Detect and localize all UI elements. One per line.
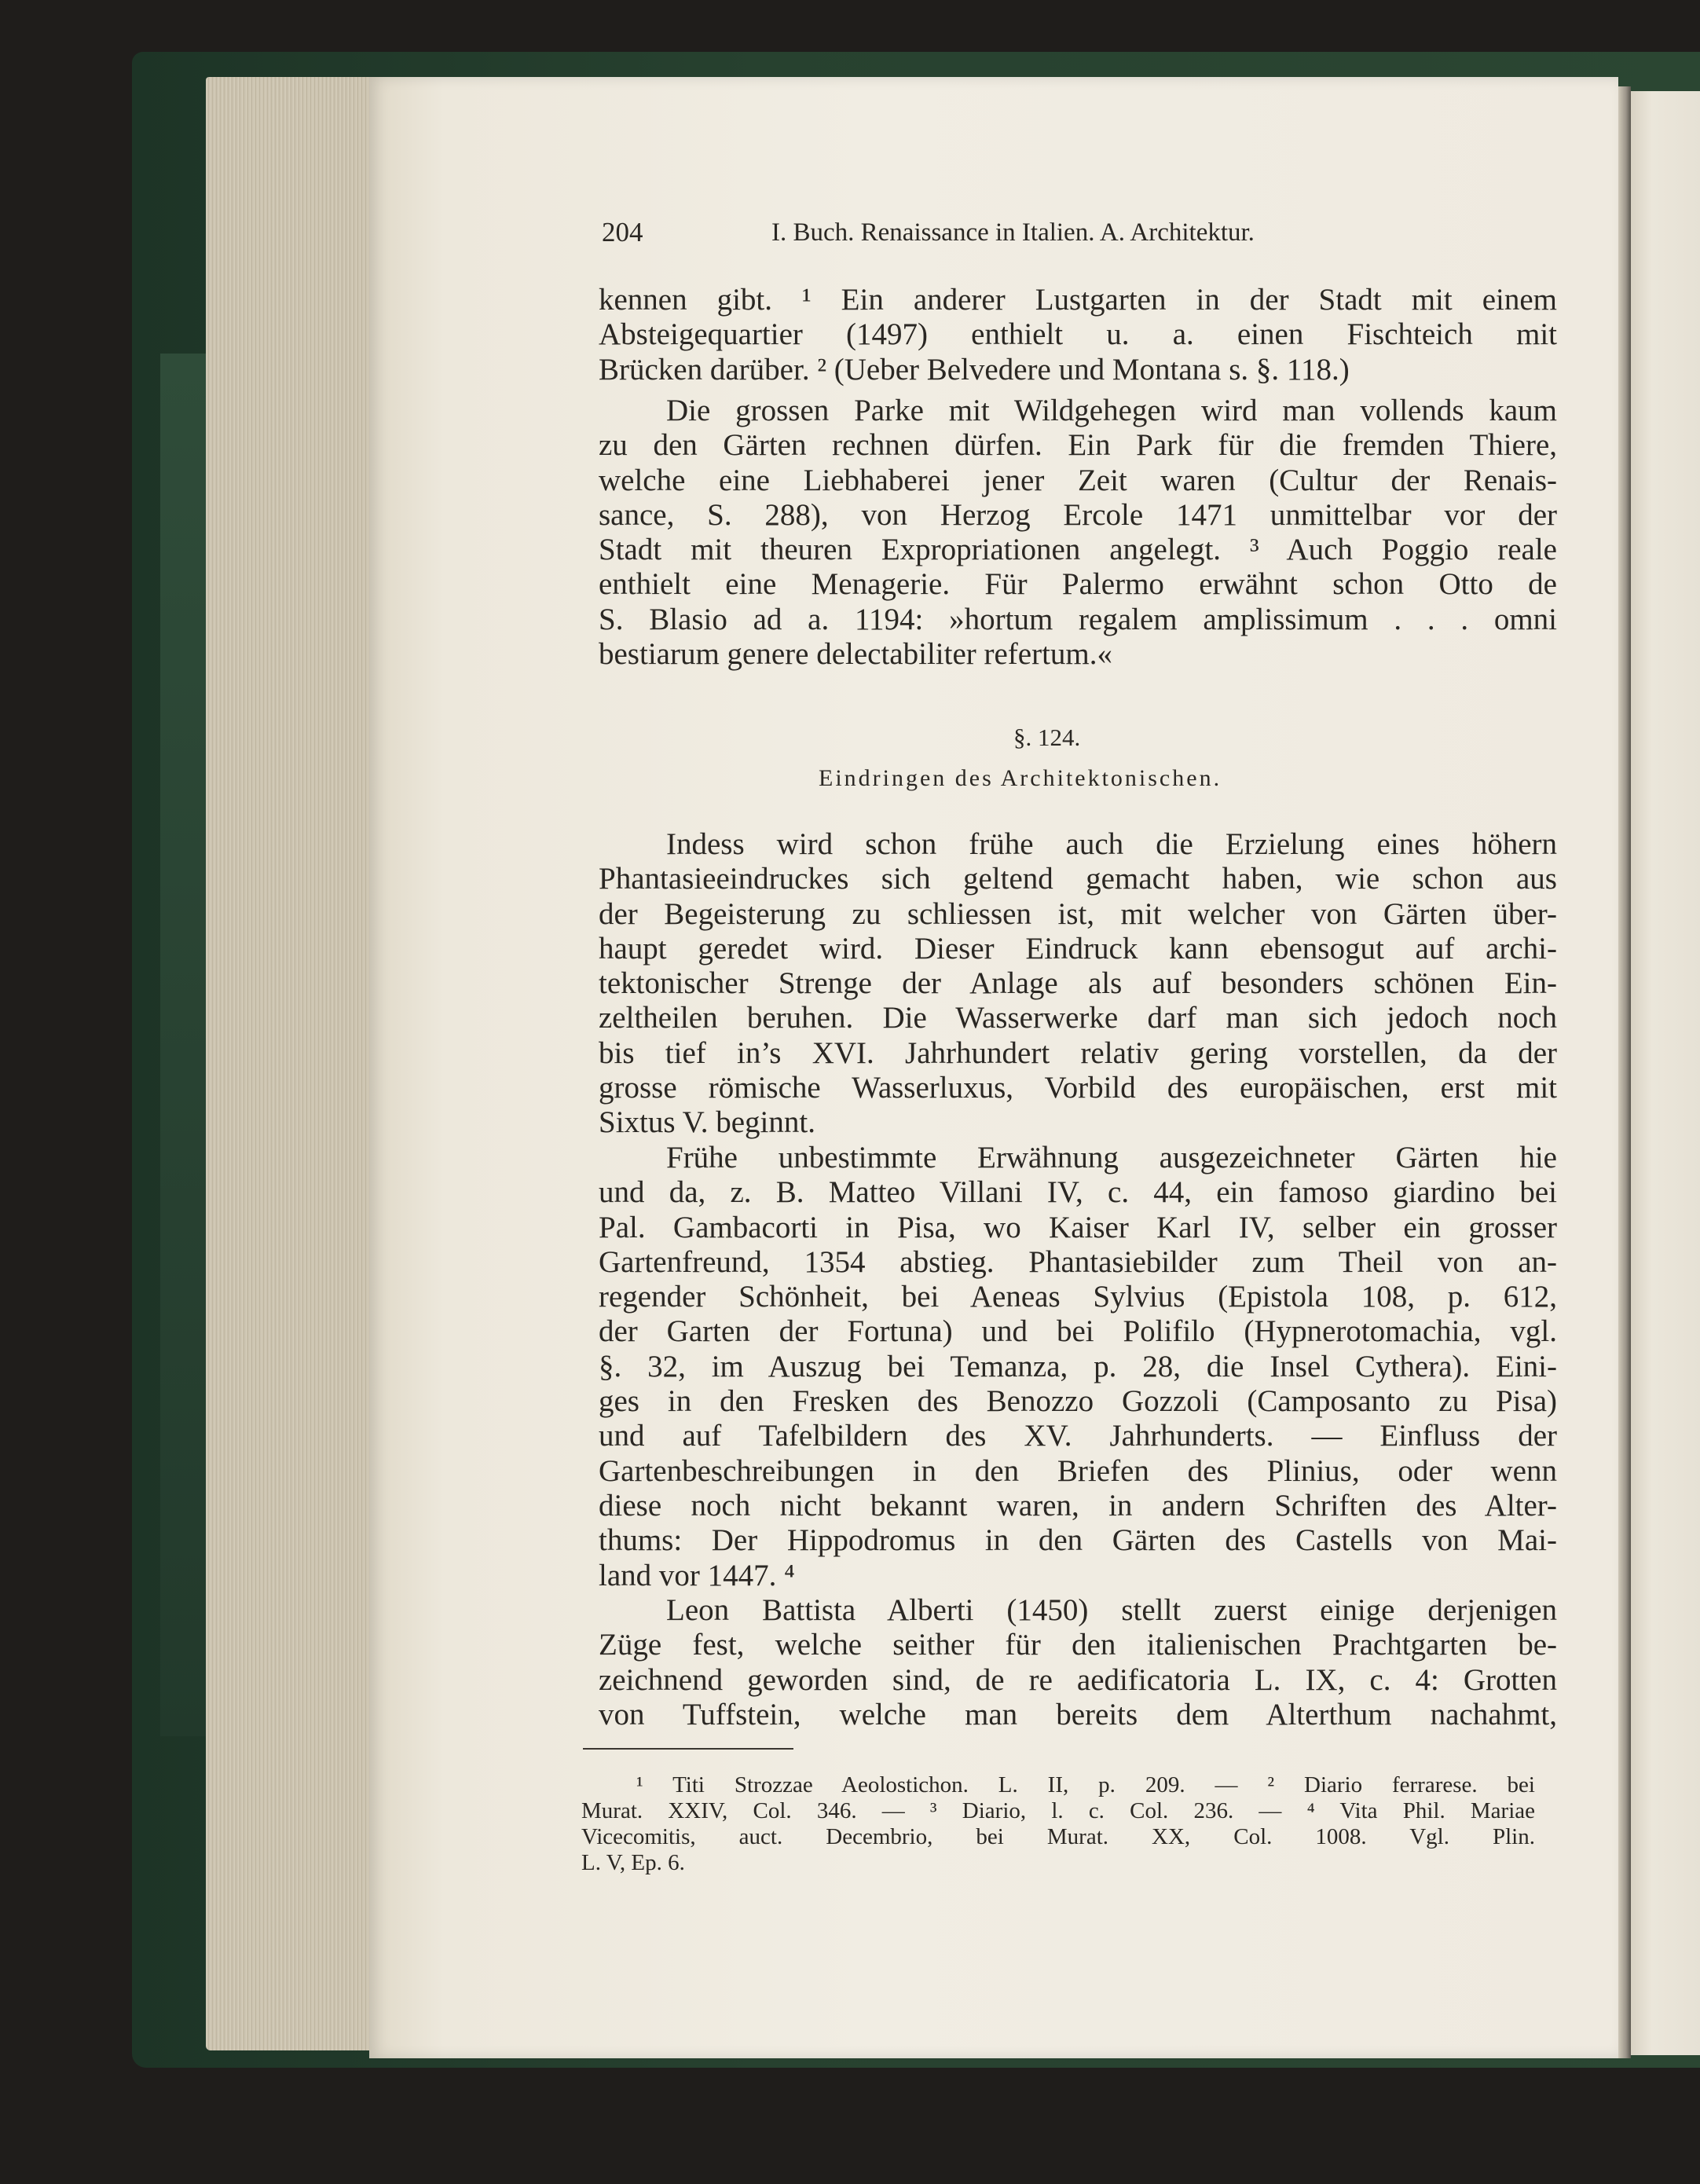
text-line: sance, S. 288), von Herzog Ercole 1471 unmittelbar vor der [599, 497, 1557, 532]
page-number: 204 [602, 217, 643, 247]
text-line: zeichnend geworden sind, de re aedificatoria L. IX, c. 4: Grotten [599, 1662, 1557, 1697]
text-line: bis tief in’s XVI. Jahrhundert relativ gering vorstellen, da der [599, 1035, 1557, 1070]
text-line: §. 32, im Auszug bei Temanza, p. 28, die Insel Cythera). Eini- [599, 1349, 1557, 1383]
text-line: welche eine Liebhaberei jener Zeit waren (Cultur der Renais- [599, 463, 1557, 497]
text-line: Pal. Gambacorti in Pisa, wo Kaiser Karl IV, selber ein grosser [599, 1210, 1557, 1244]
text-line: ges in den Fresken des Benozzo Gozzoli (Camposanto zu Pisa) [599, 1384, 1557, 1419]
section-number: §. 124. [1013, 724, 1081, 751]
facing-page-edge [1631, 91, 1700, 2055]
text-line: Gartenbeschreibungen in den Briefen des Plinius, oder wenn [599, 1453, 1557, 1488]
spine-band [160, 354, 207, 1736]
text-line: Stadt mit theuren Expropriationen angelegt. ³ Auch Poggio reale [599, 533, 1557, 567]
running-header [602, 217, 1395, 256]
text-line: haupt geredet wird. Dieser Eindruck kann ebensogut auf archi- [599, 931, 1557, 966]
page-edges [206, 77, 377, 2050]
text-line: Gartenfreund, 1354 abstieg. Phantasiebilder zum Theil von an- [599, 1244, 1557, 1279]
text-line: zeltheilen beruhen. Die Wasserwerke darf man sich jedoch noch [599, 1001, 1557, 1035]
footnote-line: Vicecomitis, auct. Decembrio, bei Murat. XX, Col. 1008. Vgl. Plin. [581, 1824, 1535, 1849]
footnotes [581, 1772, 1535, 1876]
text-line: grosse römische Wasserluxus, Vorbild des europäischen, erst mit [599, 1071, 1557, 1105]
text-line: und auf Tafelbildern des XV. Jahrhunderts. — Einfluss der [599, 1419, 1557, 1453]
text-line: land vor 1447. ⁴ [599, 1558, 795, 1592]
text-line: der Garten der Fortuna) und bei Polifilo (Hypnerotomachia, vgl. [599, 1314, 1557, 1349]
text-line: der Begeisterung zu schliessen ist, mit welcher von Gärten über- [599, 896, 1557, 931]
text-line: Frühe unbestimmte Erwähnung ausgezeichneter Gärten hie [666, 1141, 1557, 1174]
text-line: von Tuffstein, welche man bereits dem Alterthum nachahmt, [599, 1697, 1557, 1731]
text-line: Sixtus V. beginnt. [599, 1105, 815, 1140]
footnote-line: Murat. XXIV, Col. 346. — ³ Diario, l. c. Col. 236. — ⁴ Vita Phil. Mariae [581, 1798, 1535, 1823]
text-line: diese noch nicht bekannt waren, in andern Schriften des Alter- [599, 1488, 1557, 1523]
running-title: I. Buch. Renaissance in Italien. A. Architektur. [771, 218, 1255, 247]
paragraph-3 [599, 827, 1557, 1141]
text-line: zu den Gärten rechnen dürfen. Ein Park für die fremden Thiere, [599, 428, 1557, 463]
paragraph-5 [599, 1593, 1557, 1732]
paragraph-1 [599, 283, 1557, 387]
text-line: thums: Der Hippodromus in den Gärten des Castells von Mai- [599, 1523, 1557, 1558]
text-line: und da, z. B. Matteo Villani IV, c. 44, ein famoso giardino bei [599, 1175, 1557, 1210]
text-line: tektonischer Strenge der Anlage als auf besonders schönen Ein- [599, 966, 1557, 1001]
text-line: Leon Battista Alberti (1450) stellt zuerst einige derjenigen [666, 1593, 1557, 1627]
footnote-rule [583, 1748, 793, 1750]
text-line: bestiarum genere delectabiliter refertum.« [599, 637, 1113, 672]
text-line: Die grossen Parke mit Wildgehegen wird man vollends kaum [666, 394, 1557, 427]
text-line: regender Schönheit, bei Aeneas Sylvius (Epistola 108, p. 612, [599, 1280, 1557, 1314]
footnote-line: L. V, Ep. 6. [581, 1850, 685, 1875]
page-gutter [1618, 86, 1631, 2058]
text-line: Phantasieeindruckes sich geltend gemacht haben, wie schon aus [599, 862, 1557, 896]
footnote-line: ¹ Titi Strozzae Aeolostichon. L. II, p. 209. — ² Diario ferrarese. bei [636, 1772, 1535, 1797]
text-line: Brücken darüber. ² (Ueber Belvedere und Montana s. §. 118.) [599, 352, 1350, 387]
text-line: enthielt eine Menagerie. Für Palermo erwähnt schon Otto de [599, 567, 1557, 602]
section-title: Eindringen des Architektonischen. [819, 765, 1222, 791]
paragraph-2 [599, 394, 1557, 672]
text-line: kennen gibt. ¹ Ein anderer Lustgarten in der Stadt mit einem [599, 283, 1557, 317]
text-line: S. Blasio ad a. 1194: »hortum regalem amplissimum . . . omni [599, 602, 1557, 636]
text-line: Absteigequartier (1497) enthielt u. a. einen Fischteich mit [599, 317, 1557, 352]
text-line: Züge fest, welche seither für den italienischen Prachtgarten be- [599, 1628, 1557, 1662]
paragraph-4 [599, 1141, 1557, 1593]
text-line: Indess wird schon frühe auch die Erzielung eines höhern [666, 827, 1557, 861]
